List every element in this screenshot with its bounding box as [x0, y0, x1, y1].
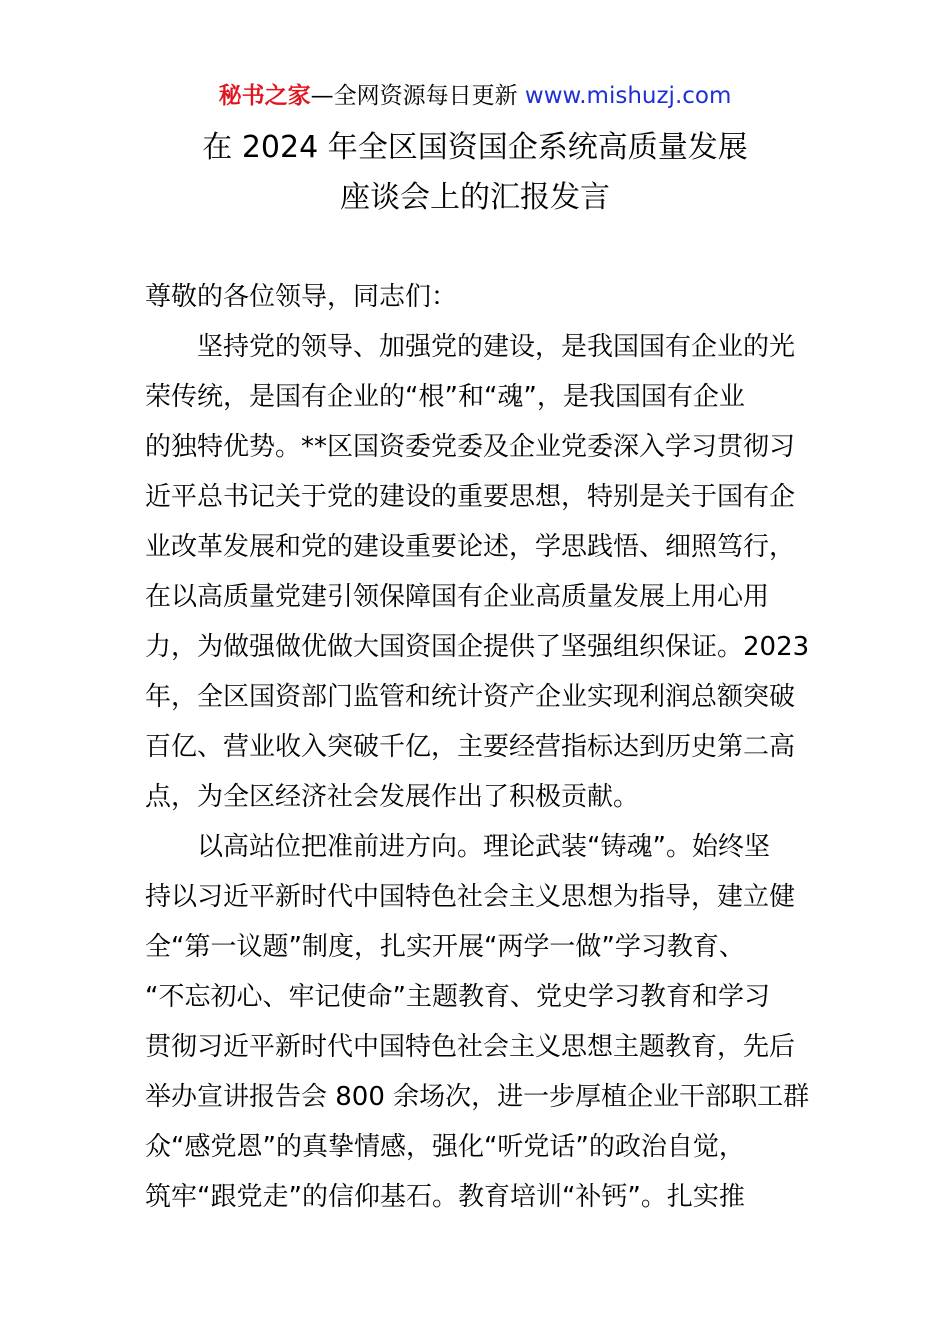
- body-line: 以高站位把准前进方向。理论武装“铸魂”。始终坚: [145, 832, 770, 862]
- body-line: 众“感党恩”的真挚情感，强化“听党话”的政治自觉，: [145, 1132, 745, 1162]
- document-title-line-1: 在 2024 年全区国资国企系统高质量发展: [202, 130, 748, 165]
- document-title-line-2: 座谈会上的汇报发言: [340, 180, 610, 215]
- body-line: 业改革发展和党的建设重要论述，学思践悟、细照笃行，: [145, 532, 796, 562]
- body-line: 持以习近平新时代中国特色社会主义思想为指导，建立健: [145, 882, 796, 912]
- body-line: 的独特优势。**区国资委党委及企业党委深入学习贯彻习: [145, 432, 796, 462]
- body-line: 荣传统，是国有企业的“根”和“魂”，是我国国有企业: [145, 382, 745, 412]
- header-tagline: 全网资源每日更新: [333, 83, 518, 109]
- body-line: 百亿、营业收入突破千亿，主要经营指标达到历史第二高: [145, 732, 796, 762]
- body-line: 举办宣讲报告会 800 余场次，进一步厚植企业干部职工群: [145, 1082, 810, 1112]
- body-line: 筑牢“跟党走”的信仰基石。教育培训“补钙”。扎实推: [145, 1182, 745, 1212]
- header-separator: —: [310, 83, 334, 109]
- body-line: 点，为全区经济社会发展作出了积极贡献。: [145, 782, 640, 812]
- body-line: 年，全区国资部门监管和统计资产企业实现利润总额突破: [145, 682, 796, 712]
- salutation: 尊敬的各位领导，同志们：: [145, 282, 458, 312]
- body-line: 坚持党的领导、加强党的建设，是我国国有企业的光: [145, 332, 796, 362]
- body-line: 全“第一议题”制度，扎实开展“两学一做”学习教育、: [145, 932, 745, 962]
- site-header: [0, 80, 950, 112]
- body-line: 近平总书记关于党的建设的重要思想，特别是关于国有企: [145, 482, 796, 512]
- body-line: 在以高质量党建引领保障国有企业高质量发展上用心用: [145, 582, 770, 612]
- site-url-link[interactable]: www.mishuzj.com: [524, 83, 732, 109]
- body-line: 力，为做强做优做大国资国企提供了坚强组织保证。2023: [145, 632, 810, 662]
- body-line: “不忘初心、牢记使命”主题教育、党史学习教育和学习: [145, 982, 770, 1012]
- body-line: 贯彻习近平新时代中国特色社会主义思想主题教育，先后: [145, 1032, 796, 1062]
- brand-name: 秘书之家: [218, 83, 311, 109]
